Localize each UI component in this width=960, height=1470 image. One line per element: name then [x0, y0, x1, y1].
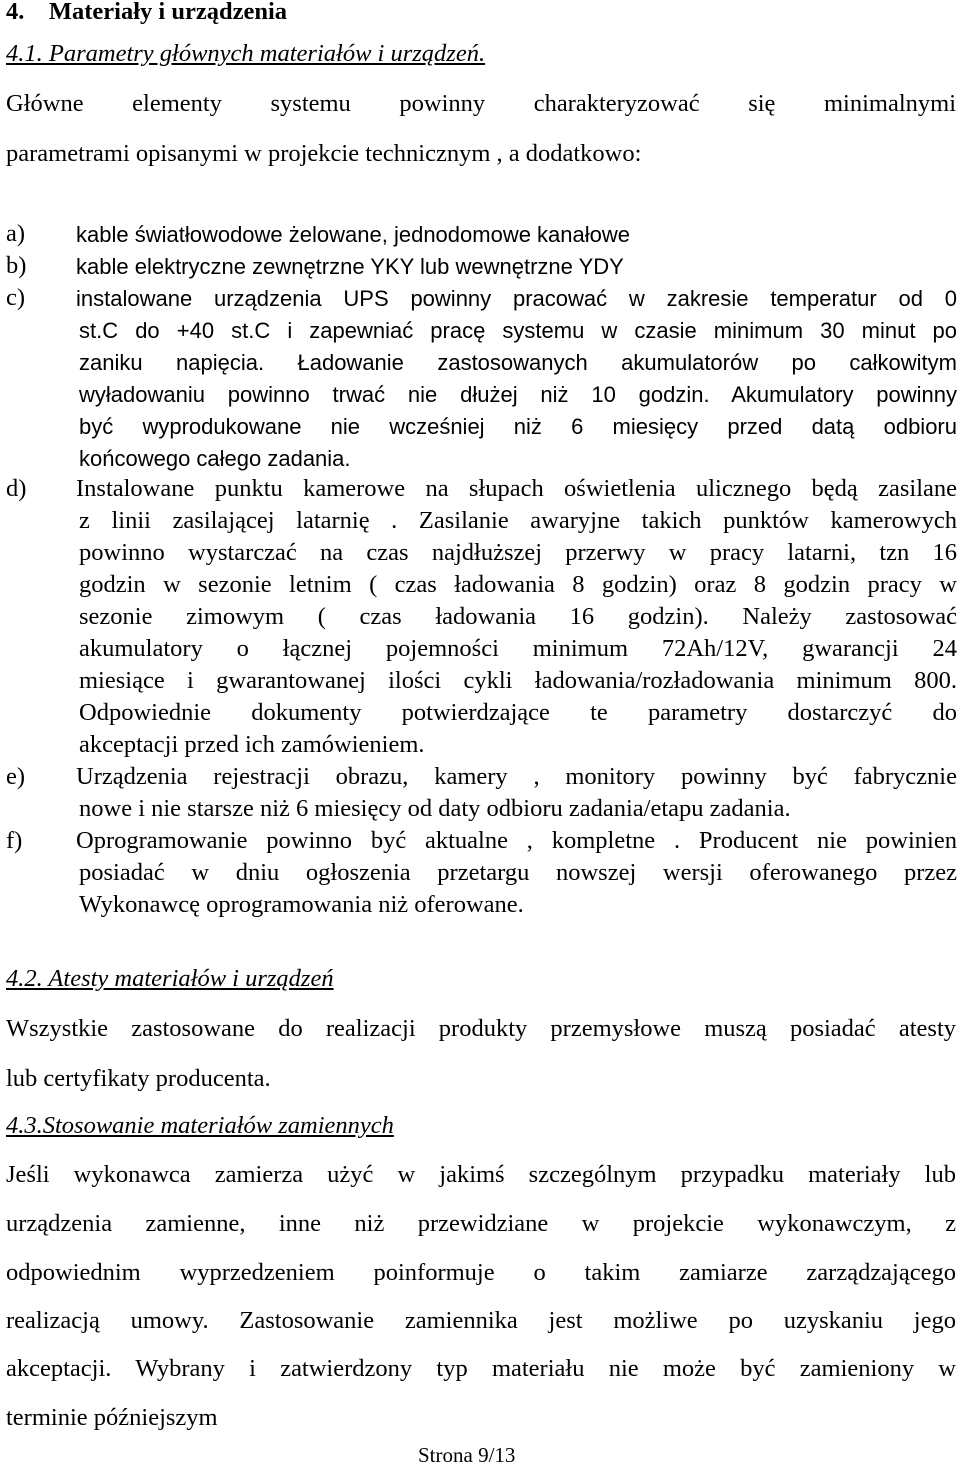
- zamienne-line-3: odpowiednim wyprzedzeniem poinformuje o takim zamiarze zarządzającego: [6, 1259, 956, 1286]
- item-c-line-3: zaniku napięcia. Ładowanie zastosowanych akumulatorów po całkowitym: [79, 350, 957, 375]
- intro-line-1: Główne elementy systemu powinny charakteryzować się minimalnymi: [6, 90, 956, 117]
- item-d-line-5: sezonie zimowym ( czas ładowania 16 godzin). Należy zastosować: [79, 603, 957, 630]
- item-c-line-1: instalowane urządzenia UPS powinny pracować w zakresie temperatur od 0: [76, 286, 957, 311]
- item-d-line-8: Odpowiednie dokumenty potwierdzające te parametry dostarczyć do: [79, 699, 957, 726]
- item-d-line-1: Instalowane punktu kamerowe na słupach oświetlenia ulicznego będą zasilane: [76, 475, 957, 502]
- subsection-heading-4-2: [6, 965, 334, 993]
- item-d-line-9: akceptacji przed ich zamówieniem.: [79, 731, 425, 758]
- item-c-line-2: st.C do +40 st.C i zapewniać pracę systemu w czasie minimum 30 minut po: [79, 318, 957, 343]
- zamienne-line-1: Jeśli wykonawca zamierza użyć w jakimś szczególnym przypadku materiały lub: [6, 1161, 956, 1188]
- item-d-line-7: miesiące i gwarantowanej ilości cykli ładowania/rozładowania minimum 800.: [79, 667, 957, 694]
- item-c-line-4: wyładowaniu powinno trwać nie dłużej niż 10 godzin. Akumulatory powinny: [79, 382, 957, 407]
- item-e-line-1: Urządzenia rejestracji obrazu, kamery , monitory powinny być fabrycznie: [76, 763, 957, 790]
- subsection-title-4-3: 4.3.Stosowanie materiałów zamiennych: [6, 1112, 394, 1139]
- item-c-label: c): [6, 284, 26, 311]
- item-f-line-3: Wykonawcę oprogramowania niż oferowane.: [79, 891, 524, 918]
- item-a-text: kable światłowodowe żelowane, jednodomowe kanałowe: [76, 222, 631, 247]
- zamienne-line-4: realizacją umowy. Zastosowanie zamiennika jest możliwe po uzyskaniu jego: [6, 1307, 956, 1334]
- item-e-line-2: nowe i nie starsze niż 6 miesięcy od daty odbioru zadania/etapu zadania.: [79, 795, 791, 822]
- item-c-line-6: końcowego całego zadania.: [79, 446, 351, 471]
- item-a-label: a): [6, 220, 26, 247]
- zamienne-line-5: akceptacji. Wybrany i zatwierdzony typ materiału nie może być zamieniony w: [6, 1355, 956, 1382]
- subsection-title-4-1: 4.1. Parametry głównych materiałów i urządzeń.: [6, 40, 486, 67]
- item-d-line-4: godzin w sezonie letnim ( czas ładowania 8 godzin) oraz 8 godzin pracy w: [79, 571, 957, 598]
- item-e-label: e): [6, 763, 26, 790]
- atesty-line-2: lub certyfikaty producenta.: [6, 1065, 271, 1092]
- atesty-line-1: Wszystkie zastosowane do realizacji produkty przemysłowe muszą posiadać atesty: [6, 1015, 956, 1042]
- item-d-line-6: akumulatory o łącznej pojemności minimum 72Ah/12V, gwarancji 24: [79, 635, 957, 662]
- item-f-label: f): [6, 827, 23, 854]
- section-heading: 4. Materiały i urządzenia: [6, 0, 288, 25]
- zamienne-line-6: terminie późniejszym: [6, 1404, 218, 1431]
- page-number: Strona 9/13: [418, 1443, 516, 1467]
- zamienne-line-2: urządzenia zamienne, inne niż przewidziane w projekcie wykonawczym, z: [6, 1210, 956, 1237]
- item-d-line-3: powinno wystarczać na czas najdłuższej przerwy w pracy latarni, tzn 16: [79, 539, 957, 566]
- subsection-heading-4-3: [6, 1112, 394, 1140]
- item-d-label: d): [6, 475, 27, 502]
- item-b-text: kable elektryczne zewnętrzne YKY lub wewnętrzne YDY: [76, 254, 624, 279]
- item-b-label: b): [6, 252, 27, 279]
- item-c-line-5: być wyprodukowane nie wcześniej niż 6 miesięcy przed datą odbioru: [79, 414, 957, 439]
- subsection-heading-4-1: [6, 40, 485, 68]
- item-f-line-1: Oprogramowanie powinno być aktualne , kompletne . Producent nie powinien: [76, 827, 957, 854]
- intro-line-2: parametrami opisanymi w projekcie technicznym , a dodatkowo:: [6, 140, 642, 167]
- item-d-line-2: z linii zasilającej latarnię . Zasilanie awaryjne takich punktów kamerowych: [79, 507, 957, 534]
- subsection-title-4-2: 4.2. Atesty materiałów i urządzeń: [6, 965, 334, 992]
- item-f-line-2: posiadać w dniu ogłoszenia przetargu nowszej wersji oferowanego przez: [79, 859, 957, 886]
